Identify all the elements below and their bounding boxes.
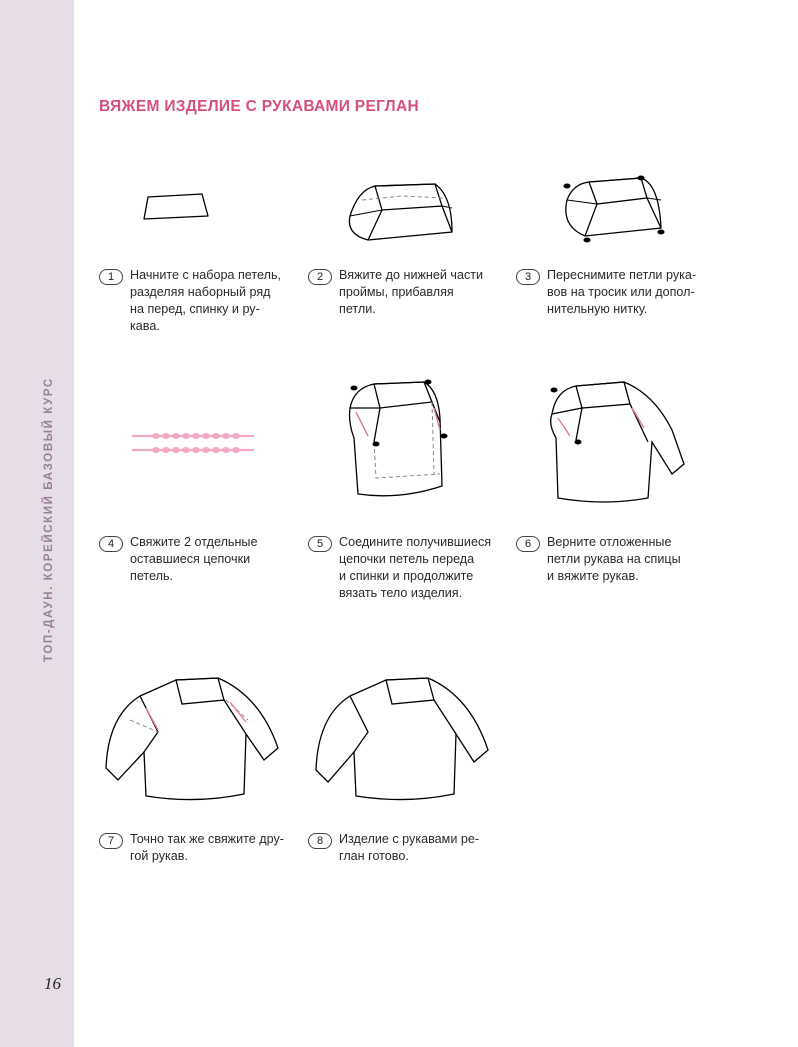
body-illustration (340, 378, 460, 510)
sidebar-title: ТОП-ДАУН. КОРЕЙСКИЙ БАЗОВЫЙ КУРС (43, 377, 55, 662)
step-number: 5 (308, 536, 332, 552)
step-number: 2 (308, 269, 332, 285)
section-heading: ВЯЖЕМ ИЗДЕЛИЕ С РУКАВАМИ РЕГЛАН (99, 98, 419, 115)
step-text: Начните с набора петель, разделяя наборный ряд на перед, спинку и ру- кава. (130, 268, 282, 333)
step-text: Верните отложенные петли рукава на спицы и вяжите рукав. (547, 535, 681, 583)
step-number: 8 (308, 833, 332, 849)
chains-illustration (130, 430, 256, 458)
yoke-illustration (340, 176, 460, 248)
second-sleeve-illustration (100, 676, 286, 806)
step-text: Вяжите до нижней части проймы, прибавляя петли. (339, 268, 484, 316)
page-number: 16 (44, 974, 61, 993)
step-number: 6 (516, 536, 540, 552)
step-number: 7 (99, 833, 123, 849)
step-text: Соедините получившиеся цепочки петель переда и спинки и продолжите вязать тело изделия. (339, 535, 492, 600)
step-text: Переснимите петли рука- вов на тросик или допол- нительную нитку. (547, 268, 697, 316)
step-number: 4 (99, 536, 123, 552)
finished-sweater-illustration (310, 676, 496, 806)
step-text: Изделие с рукавами ре- глан готово. (339, 832, 480, 863)
step-number: 1 (99, 269, 123, 285)
step-number: 3 (516, 269, 540, 285)
step-text: Точно так же свяжите дру- гой рукав. (130, 832, 284, 863)
step-text: Свяжите 2 отдельные оставшиеся цепочки петель. (130, 535, 258, 583)
cast-on-illustration (140, 188, 212, 232)
first-sleeve-illustration (544, 378, 690, 506)
yoke-held-stitches-illustration (555, 170, 675, 250)
sidebar-band (0, 0, 74, 1047)
